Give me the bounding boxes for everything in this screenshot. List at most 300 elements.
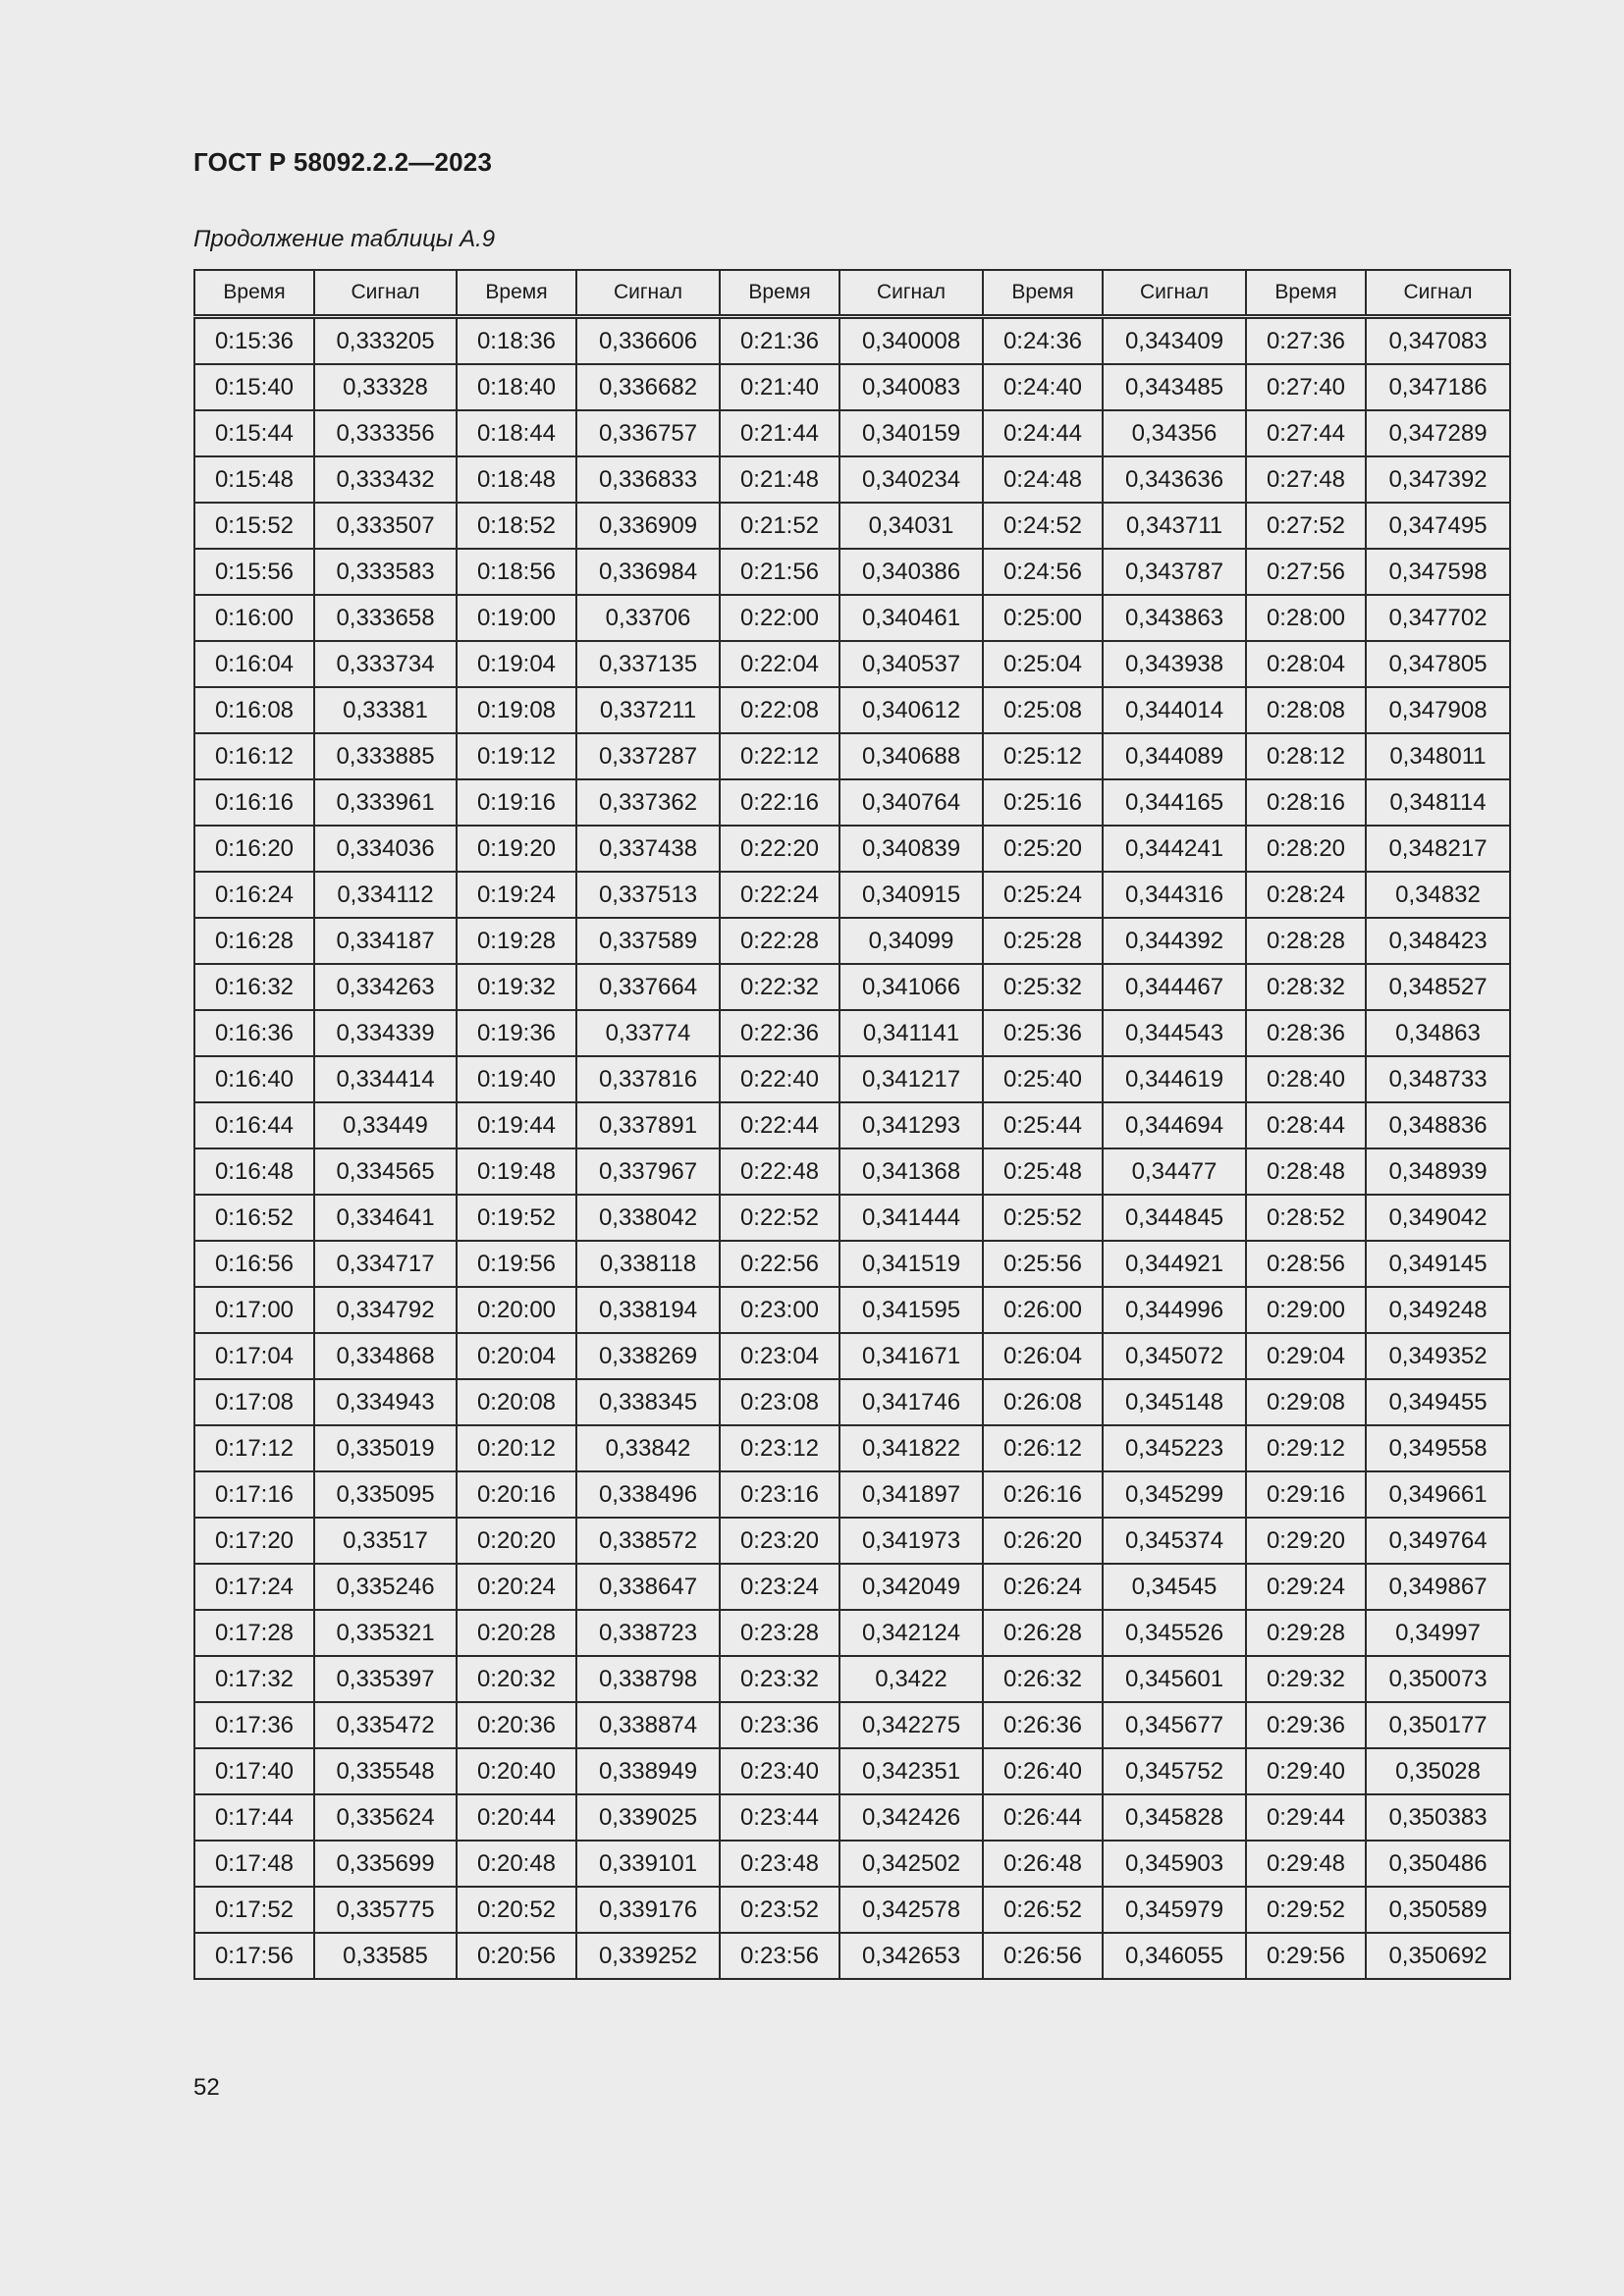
signal-cell: 0,347392 — [1366, 456, 1510, 503]
time-cell: 0:22:28 — [720, 918, 839, 964]
time-cell: 0:22:36 — [720, 1010, 839, 1056]
time-cell: 0:22:00 — [720, 595, 839, 641]
signal-cell: 0,333205 — [314, 317, 457, 365]
time-cell: 0:18:56 — [457, 549, 576, 595]
signal-cell: 0,340764 — [839, 779, 983, 826]
time-cell: 0:19:36 — [457, 1010, 576, 1056]
time-cell: 0:18:52 — [457, 503, 576, 549]
signal-cell: 0,344996 — [1103, 1287, 1246, 1333]
signal-cell: 0,333734 — [314, 641, 457, 687]
time-cell: 0:24:52 — [983, 503, 1103, 549]
time-cell: 0:20:28 — [457, 1610, 576, 1656]
time-cell: 0:25:08 — [983, 687, 1103, 733]
signal-cell: 0,34997 — [1366, 1610, 1510, 1656]
time-cell: 0:24:48 — [983, 456, 1103, 503]
time-cell: 0:19:28 — [457, 918, 576, 964]
time-cell: 0:25:32 — [983, 964, 1103, 1010]
time-cell: 0:18:40 — [457, 364, 576, 410]
signal-cell: 0,339176 — [576, 1887, 720, 1933]
time-cell: 0:26:16 — [983, 1471, 1103, 1518]
table-row — [194, 1333, 1510, 1379]
time-cell: 0:25:20 — [983, 826, 1103, 872]
time-cell: 0:16:28 — [194, 918, 314, 964]
time-cell: 0:17:04 — [194, 1333, 314, 1379]
table-row — [194, 364, 1510, 410]
signal-cell: 0,349867 — [1366, 1564, 1510, 1610]
time-cell: 0:22:52 — [720, 1195, 839, 1241]
signal-cell: 0,348939 — [1366, 1148, 1510, 1195]
time-cell: 0:29:08 — [1246, 1379, 1366, 1425]
time-cell: 0:25:16 — [983, 779, 1103, 826]
signal-cell: 0,341066 — [839, 964, 983, 1010]
signal-cell: 0,341746 — [839, 1379, 983, 1425]
time-cell: 0:19:32 — [457, 964, 576, 1010]
time-cell: 0:16:20 — [194, 826, 314, 872]
time-cell: 0:28:32 — [1246, 964, 1366, 1010]
time-cell: 0:28:20 — [1246, 826, 1366, 872]
signal-cell: 0,335019 — [314, 1425, 457, 1471]
time-cell: 0:15:44 — [194, 410, 314, 456]
time-cell: 0:20:56 — [457, 1933, 576, 1979]
time-cell: 0:26:24 — [983, 1564, 1103, 1610]
column-header: Время — [194, 270, 314, 317]
time-cell: 0:29:36 — [1246, 1702, 1366, 1748]
table-row — [194, 918, 1510, 964]
time-cell: 0:20:04 — [457, 1333, 576, 1379]
signal-cell: 0,345903 — [1103, 1841, 1246, 1887]
signal-cell: 0,334641 — [314, 1195, 457, 1241]
time-cell: 0:20:24 — [457, 1564, 576, 1610]
time-cell: 0:20:20 — [457, 1518, 576, 1564]
time-cell: 0:19:52 — [457, 1195, 576, 1241]
time-cell: 0:16:48 — [194, 1148, 314, 1195]
signal-cell: 0,335775 — [314, 1887, 457, 1933]
signal-cell: 0,35028 — [1366, 1748, 1510, 1794]
signal-cell: 0,347598 — [1366, 549, 1510, 595]
time-cell: 0:21:48 — [720, 456, 839, 503]
signal-cell: 0,333961 — [314, 779, 457, 826]
signal-cell: 0,345979 — [1103, 1887, 1246, 1933]
signal-cell: 0,337891 — [576, 1102, 720, 1148]
signal-cell: 0,344089 — [1103, 733, 1246, 779]
column-header: Сигнал — [1366, 270, 1510, 317]
signal-cell: 0,345299 — [1103, 1471, 1246, 1518]
signal-cell: 0,345148 — [1103, 1379, 1246, 1425]
time-cell: 0:28:56 — [1246, 1241, 1366, 1287]
time-cell: 0:22:44 — [720, 1102, 839, 1148]
time-cell: 0:16:56 — [194, 1241, 314, 1287]
time-cell: 0:16:40 — [194, 1056, 314, 1102]
table-row — [194, 410, 1510, 456]
time-cell: 0:15:40 — [194, 364, 314, 410]
signal-cell: 0,34863 — [1366, 1010, 1510, 1056]
signal-cell: 0,348217 — [1366, 826, 1510, 872]
signal-cell: 0,341141 — [839, 1010, 983, 1056]
signal-cell: 0,342351 — [839, 1748, 983, 1794]
time-cell: 0:16:16 — [194, 779, 314, 826]
time-cell: 0:23:24 — [720, 1564, 839, 1610]
signal-cell: 0,342049 — [839, 1564, 983, 1610]
signal-cell: 0,341671 — [839, 1333, 983, 1379]
signal-cell: 0,343863 — [1103, 595, 1246, 641]
time-cell: 0:22:08 — [720, 687, 839, 733]
time-cell: 0:23:04 — [720, 1333, 839, 1379]
signal-cell: 0,349661 — [1366, 1471, 1510, 1518]
signal-cell: 0,342502 — [839, 1841, 983, 1887]
signal-cell: 0,346055 — [1103, 1933, 1246, 1979]
signal-cell: 0,341368 — [839, 1148, 983, 1195]
table-row — [194, 1471, 1510, 1518]
time-cell: 0:20:08 — [457, 1379, 576, 1425]
signal-cell: 0,344619 — [1103, 1056, 1246, 1102]
signal-cell: 0,349248 — [1366, 1287, 1510, 1333]
table-row — [194, 1287, 1510, 1333]
time-cell: 0:27:36 — [1246, 317, 1366, 365]
time-cell: 0:16:36 — [194, 1010, 314, 1056]
time-cell: 0:25:24 — [983, 872, 1103, 918]
table-row — [194, 1748, 1510, 1794]
signal-cell: 0,333583 — [314, 549, 457, 595]
time-cell: 0:17:12 — [194, 1425, 314, 1471]
signal-cell: 0,343938 — [1103, 641, 1246, 687]
time-cell: 0:16:00 — [194, 595, 314, 641]
table-row — [194, 1610, 1510, 1656]
signal-cell: 0,338194 — [576, 1287, 720, 1333]
time-cell: 0:20:00 — [457, 1287, 576, 1333]
time-cell: 0:28:24 — [1246, 872, 1366, 918]
signal-cell: 0,338798 — [576, 1656, 720, 1702]
signal-cell: 0,335624 — [314, 1794, 457, 1841]
signal-cell: 0,350177 — [1366, 1702, 1510, 1748]
signal-cell: 0,342578 — [839, 1887, 983, 1933]
signal-cell: 0,336984 — [576, 549, 720, 595]
signal-cell: 0,337589 — [576, 918, 720, 964]
time-cell: 0:28:36 — [1246, 1010, 1366, 1056]
time-cell: 0:17:44 — [194, 1794, 314, 1841]
table-row — [194, 1056, 1510, 1102]
table-header-row — [194, 270, 1510, 317]
time-cell: 0:29:00 — [1246, 1287, 1366, 1333]
signal-cell: 0,344316 — [1103, 872, 1246, 918]
signal-cell: 0,335699 — [314, 1841, 457, 1887]
signal-cell: 0,343636 — [1103, 456, 1246, 503]
time-cell: 0:23:28 — [720, 1610, 839, 1656]
column-header: Время — [457, 270, 576, 317]
time-cell: 0:25:48 — [983, 1148, 1103, 1195]
signal-cell: 0,345677 — [1103, 1702, 1246, 1748]
column-header: Время — [720, 270, 839, 317]
signal-cell: 0,341897 — [839, 1471, 983, 1518]
time-cell: 0:26:28 — [983, 1610, 1103, 1656]
signal-cell: 0,335095 — [314, 1471, 457, 1518]
table-row — [194, 1702, 1510, 1748]
signal-cell: 0,347186 — [1366, 364, 1510, 410]
signal-cell: 0,340159 — [839, 410, 983, 456]
table-row — [194, 872, 1510, 918]
time-cell: 0:22:12 — [720, 733, 839, 779]
time-cell: 0:16:08 — [194, 687, 314, 733]
signal-cell: 0,340915 — [839, 872, 983, 918]
time-cell: 0:19:16 — [457, 779, 576, 826]
table-row — [194, 1425, 1510, 1471]
time-cell: 0:23:44 — [720, 1794, 839, 1841]
time-cell: 0:15:56 — [194, 549, 314, 595]
signal-cell: 0,343711 — [1103, 503, 1246, 549]
time-cell: 0:20:40 — [457, 1748, 576, 1794]
table-row — [194, 1518, 1510, 1564]
signal-cell: 0,334565 — [314, 1148, 457, 1195]
time-cell: 0:27:52 — [1246, 503, 1366, 549]
time-cell: 0:15:48 — [194, 456, 314, 503]
time-cell: 0:28:12 — [1246, 733, 1366, 779]
table-row — [194, 1656, 1510, 1702]
time-cell: 0:29:32 — [1246, 1656, 1366, 1702]
signal-cell: 0,338723 — [576, 1610, 720, 1656]
signal-cell: 0,337967 — [576, 1148, 720, 1195]
time-cell: 0:22:56 — [720, 1241, 839, 1287]
time-cell: 0:20:48 — [457, 1841, 576, 1887]
time-cell: 0:25:12 — [983, 733, 1103, 779]
time-cell: 0:19:48 — [457, 1148, 576, 1195]
time-cell: 0:24:44 — [983, 410, 1103, 456]
signal-cell: 0,33328 — [314, 364, 457, 410]
time-cell: 0:21:56 — [720, 549, 839, 595]
signal-cell: 0,340839 — [839, 826, 983, 872]
time-cell: 0:22:04 — [720, 641, 839, 687]
time-cell: 0:15:52 — [194, 503, 314, 549]
time-cell: 0:26:48 — [983, 1841, 1103, 1887]
time-cell: 0:17:28 — [194, 1610, 314, 1656]
signal-cell: 0,336682 — [576, 364, 720, 410]
signal-cell: 0,334036 — [314, 826, 457, 872]
time-cell: 0:24:40 — [983, 364, 1103, 410]
time-cell: 0:25:40 — [983, 1056, 1103, 1102]
signal-cell: 0,33706 — [576, 595, 720, 641]
signal-cell: 0,349352 — [1366, 1333, 1510, 1379]
signal-cell: 0,334187 — [314, 918, 457, 964]
time-cell: 0:29:20 — [1246, 1518, 1366, 1564]
signal-cell: 0,343787 — [1103, 549, 1246, 595]
signal-cell: 0,341444 — [839, 1195, 983, 1241]
time-cell: 0:19:20 — [457, 826, 576, 872]
signal-cell: 0,334792 — [314, 1287, 457, 1333]
signal-cell: 0,338118 — [576, 1241, 720, 1287]
signal-cell: 0,340008 — [839, 317, 983, 365]
signal-cell: 0,347083 — [1366, 317, 1510, 365]
table-row — [194, 1195, 1510, 1241]
signal-cell: 0,348423 — [1366, 918, 1510, 964]
time-cell: 0:17:00 — [194, 1287, 314, 1333]
time-cell: 0:20:36 — [457, 1702, 576, 1748]
time-cell: 0:17:08 — [194, 1379, 314, 1425]
signal-cell: 0,337362 — [576, 779, 720, 826]
time-cell: 0:28:00 — [1246, 595, 1366, 641]
time-cell: 0:23:32 — [720, 1656, 839, 1702]
column-header: Сигнал — [1103, 270, 1246, 317]
signal-cell: 0,345223 — [1103, 1425, 1246, 1471]
signal-cell: 0,337135 — [576, 641, 720, 687]
signal-cell: 0,350589 — [1366, 1887, 1510, 1933]
time-cell: 0:20:16 — [457, 1471, 576, 1518]
time-cell: 0:16:24 — [194, 872, 314, 918]
time-cell: 0:23:40 — [720, 1748, 839, 1794]
time-cell: 0:19:40 — [457, 1056, 576, 1102]
time-cell: 0:20:52 — [457, 1887, 576, 1933]
page-number: 52 — [193, 2074, 220, 2101]
time-cell: 0:27:44 — [1246, 410, 1366, 456]
signal-cell: 0,344543 — [1103, 1010, 1246, 1056]
time-cell: 0:28:52 — [1246, 1195, 1366, 1241]
signal-cell: 0,348011 — [1366, 733, 1510, 779]
signal-cell: 0,338042 — [576, 1195, 720, 1241]
time-cell: 0:29:40 — [1246, 1748, 1366, 1794]
signal-cell: 0,341973 — [839, 1518, 983, 1564]
signal-cell: 0,350073 — [1366, 1656, 1510, 1702]
time-cell: 0:20:32 — [457, 1656, 576, 1702]
table-row — [194, 595, 1510, 641]
signal-cell: 0,342275 — [839, 1702, 983, 1748]
signal-cell: 0,345828 — [1103, 1794, 1246, 1841]
time-cell: 0:28:04 — [1246, 641, 1366, 687]
signal-cell: 0,338874 — [576, 1702, 720, 1748]
signal-cell: 0,344241 — [1103, 826, 1246, 872]
signal-cell: 0,341217 — [839, 1056, 983, 1102]
signal-cell: 0,340234 — [839, 456, 983, 503]
table-row — [194, 733, 1510, 779]
column-header: Сигнал — [314, 270, 457, 317]
time-cell: 0:28:48 — [1246, 1148, 1366, 1195]
signal-cell: 0,342653 — [839, 1933, 983, 1979]
column-header: Время — [983, 270, 1103, 317]
signal-cell: 0,336606 — [576, 317, 720, 365]
signal-cell: 0,337664 — [576, 964, 720, 1010]
time-cell: 0:17:52 — [194, 1887, 314, 1933]
time-cell: 0:26:04 — [983, 1333, 1103, 1379]
time-cell: 0:17:36 — [194, 1702, 314, 1748]
signal-cell: 0,347908 — [1366, 687, 1510, 733]
signal-cell: 0,347289 — [1366, 410, 1510, 456]
signal-cell: 0,344014 — [1103, 687, 1246, 733]
time-cell: 0:18:36 — [457, 317, 576, 365]
signal-cell: 0,338647 — [576, 1564, 720, 1610]
time-cell: 0:17:24 — [194, 1564, 314, 1610]
signal-cell: 0,333658 — [314, 595, 457, 641]
table-row — [194, 1933, 1510, 1979]
signal-cell: 0,345752 — [1103, 1748, 1246, 1794]
time-cell: 0:23:48 — [720, 1841, 839, 1887]
signal-cell: 0,33842 — [576, 1425, 720, 1471]
time-cell: 0:27:48 — [1246, 456, 1366, 503]
signal-cell: 0,334717 — [314, 1241, 457, 1287]
table-row — [194, 1379, 1510, 1425]
signal-cell: 0,33585 — [314, 1933, 457, 1979]
table-row — [194, 964, 1510, 1010]
time-cell: 0:28:28 — [1246, 918, 1366, 964]
time-cell: 0:24:56 — [983, 549, 1103, 595]
signal-cell: 0,338496 — [576, 1471, 720, 1518]
time-cell: 0:19:12 — [457, 733, 576, 779]
time-cell: 0:23:52 — [720, 1887, 839, 1933]
table-row — [194, 317, 1510, 365]
signal-cell: 0,334339 — [314, 1010, 457, 1056]
table-row — [194, 1841, 1510, 1887]
time-cell: 0:19:24 — [457, 872, 576, 918]
signal-cell: 0,348733 — [1366, 1056, 1510, 1102]
time-cell: 0:26:20 — [983, 1518, 1103, 1564]
time-cell: 0:23:36 — [720, 1702, 839, 1748]
table-row — [194, 1794, 1510, 1841]
signal-cell: 0,34545 — [1103, 1564, 1246, 1610]
signal-cell: 0,348527 — [1366, 964, 1510, 1010]
signal-cell: 0,345526 — [1103, 1610, 1246, 1656]
signal-cell: 0,337513 — [576, 872, 720, 918]
signal-cell: 0,339101 — [576, 1841, 720, 1887]
signal-cell: 0,341822 — [839, 1425, 983, 1471]
time-cell: 0:29:52 — [1246, 1887, 1366, 1933]
signal-cell: 0,338949 — [576, 1748, 720, 1794]
time-cell: 0:26:40 — [983, 1748, 1103, 1794]
signal-cell: 0,344165 — [1103, 779, 1246, 826]
time-cell: 0:16:52 — [194, 1195, 314, 1241]
signal-cell: 0,341519 — [839, 1241, 983, 1287]
table-row — [194, 641, 1510, 687]
time-cell: 0:25:52 — [983, 1195, 1103, 1241]
data-table — [193, 269, 1511, 1980]
table-row — [194, 687, 1510, 733]
time-cell: 0:29:48 — [1246, 1841, 1366, 1887]
document-header: ГОСТ Р 58092.2.2—2023 — [193, 147, 493, 177]
time-cell: 0:25:28 — [983, 918, 1103, 964]
time-cell: 0:19:08 — [457, 687, 576, 733]
signal-cell: 0,334868 — [314, 1333, 457, 1379]
signal-cell: 0,348114 — [1366, 779, 1510, 826]
time-cell: 0:20:12 — [457, 1425, 576, 1471]
time-cell: 0:23:08 — [720, 1379, 839, 1425]
signal-cell: 0,34099 — [839, 918, 983, 964]
time-cell: 0:19:56 — [457, 1241, 576, 1287]
signal-cell: 0,337287 — [576, 733, 720, 779]
signal-cell: 0,333432 — [314, 456, 457, 503]
time-cell: 0:26:00 — [983, 1287, 1103, 1333]
signal-cell: 0,334943 — [314, 1379, 457, 1425]
time-cell: 0:26:32 — [983, 1656, 1103, 1702]
time-cell: 0:16:44 — [194, 1102, 314, 1148]
signal-cell: 0,33381 — [314, 687, 457, 733]
signal-cell: 0,33774 — [576, 1010, 720, 1056]
table-row — [194, 1887, 1510, 1933]
time-cell: 0:23:16 — [720, 1471, 839, 1518]
signal-cell: 0,347805 — [1366, 641, 1510, 687]
time-cell: 0:23:12 — [720, 1425, 839, 1471]
signal-cell: 0,34356 — [1103, 410, 1246, 456]
signal-cell: 0,333885 — [314, 733, 457, 779]
column-header: Время — [1246, 270, 1366, 317]
signal-cell: 0,34477 — [1103, 1148, 1246, 1195]
time-cell: 0:29:12 — [1246, 1425, 1366, 1471]
signal-cell: 0,34031 — [839, 503, 983, 549]
signal-cell: 0,344467 — [1103, 964, 1246, 1010]
signal-cell: 0,344392 — [1103, 918, 1246, 964]
signal-cell: 0,345072 — [1103, 1333, 1246, 1379]
signal-cell: 0,344845 — [1103, 1195, 1246, 1241]
signal-cell: 0,345601 — [1103, 1656, 1246, 1702]
signal-cell: 0,3422 — [839, 1656, 983, 1702]
time-cell: 0:25:00 — [983, 595, 1103, 641]
signal-cell: 0,339025 — [576, 1794, 720, 1841]
time-cell: 0:22:20 — [720, 826, 839, 872]
time-cell: 0:18:44 — [457, 410, 576, 456]
time-cell: 0:26:36 — [983, 1702, 1103, 1748]
